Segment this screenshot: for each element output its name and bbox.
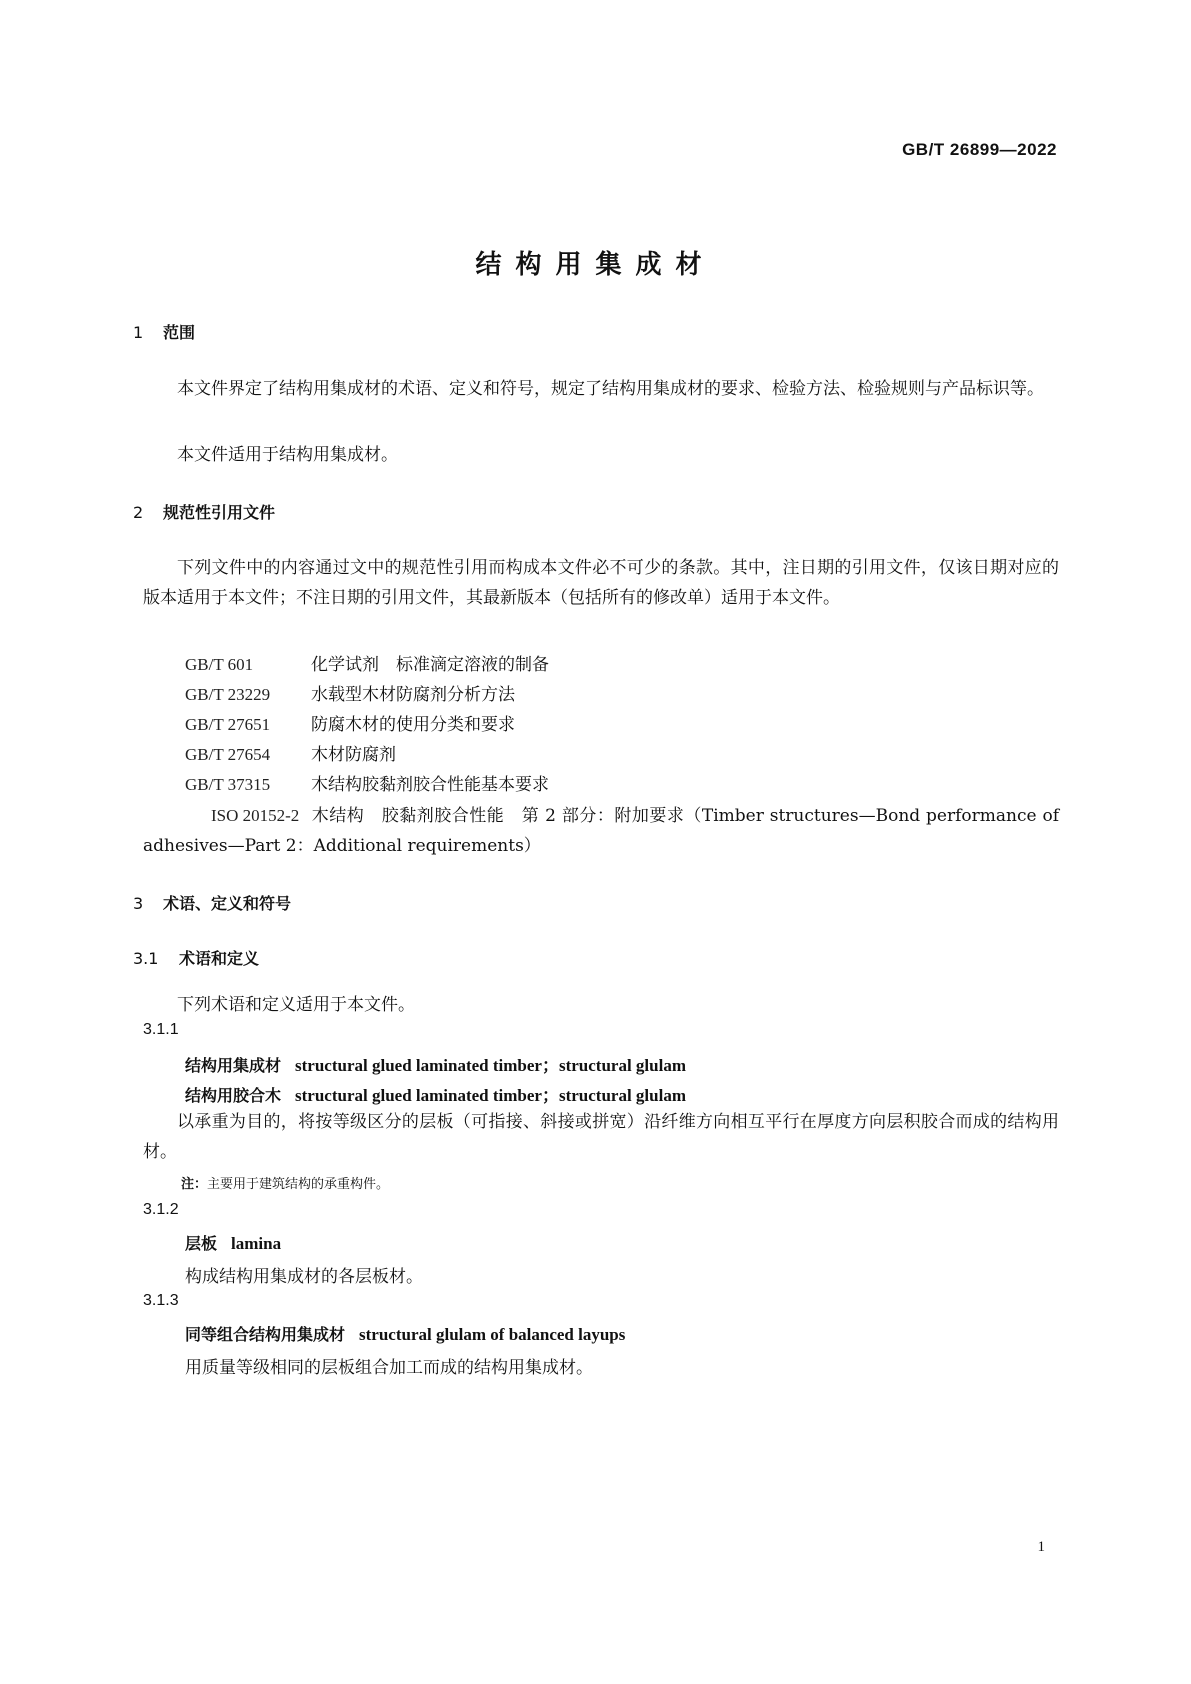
subsection-3-1-intro: 下列术语和定义适用于本文件。 [177, 995, 415, 1015]
reference-title: 木结构 胶黏剂胶合性能 第 2 部分：附加要求（Timber structures—Bond performance of adhesives—Part 2：Additional requirements） [143, 806, 1059, 856]
note-text: 主要用于建筑结构的承重构件。 [207, 1177, 390, 1192]
term-en: structural glued laminated timber；structural glulam [295, 1056, 686, 1075]
term-zh: 结构用胶合木 [185, 1086, 282, 1105]
term-number: 3.1.3 [143, 1292, 179, 1309]
document-title: 结构用集成材 [475, 250, 716, 280]
section-1-paragraph-1: 本文件界定了结构用集成材的术语、定义和符号，规定了结构用集成材的要求、检验方法、检验规则与产品标识等。 [177, 379, 1044, 399]
term-en: lamina [231, 1234, 282, 1253]
subsection-3-1-heading [133, 946, 259, 969]
term-name-line [185, 1051, 686, 1076]
reference-title: 化学试剂 标准滴定溶液的制备 [311, 655, 549, 675]
term-zh: 层板 [185, 1234, 218, 1253]
reference-code: ISO 20152-2 [211, 806, 300, 825]
reference-code: GB/T 37315 [185, 775, 271, 794]
section-number: 2 [133, 503, 144, 522]
reference-title: 防腐木材的使用分类和要求 [311, 715, 515, 735]
term-note [181, 1173, 389, 1192]
section-1-paragraph-2: 本文件适用于结构用集成材。 [177, 445, 398, 465]
reference-title: 木材防腐剂 [311, 745, 396, 765]
section-number: 1 [133, 323, 144, 342]
reference-code: GB/T 27654 [185, 745, 271, 764]
reference-row [185, 650, 549, 675]
reference-row [185, 680, 515, 705]
section-2-heading [133, 500, 275, 523]
term-number: 3.1.1 [143, 1021, 179, 1038]
term-name-line [185, 1081, 686, 1106]
subsection-number: 3.1 [133, 949, 159, 968]
term-en: structural glued laminated timber；structural glulam [295, 1086, 686, 1105]
note-label: 注： [181, 1177, 208, 1192]
subsection-title: 术语和定义 [179, 949, 260, 968]
section-2-intro: 下列文件中的内容通过文中的规范性引用而构成本文件必不可少的条款。其中，注日期的引用文件，仅该日期对应的版本适用于本文件；不注日期的引用文件，其最新版本（包括所有的修改单）适用于本文件。 [143, 558, 1059, 608]
term-name-line [185, 1322, 625, 1345]
reference-code: GB/T 23229 [185, 685, 271, 704]
term-definition: 用质量等级相同的层板组合加工而成的结构用集成材。 [185, 1358, 593, 1378]
reference-code: GB/T 601 [185, 655, 254, 674]
term-definition: 以承重为目的，将按等级区分的层板（可指接、斜接或拼宽）沿纤维方向相互平行在厚度方向层积胶合而成的结构用材。 [143, 1112, 1059, 1162]
section-1-heading [133, 320, 195, 343]
section-3-heading [133, 891, 291, 914]
page-number: 1 [1037, 1539, 1045, 1555]
standard-number: GB/T 26899—2022 [902, 140, 1057, 159]
reference-code: GB/T 27651 [185, 715, 271, 734]
term-name-line [185, 1231, 281, 1254]
term-zh: 同等组合结构用集成材 [185, 1325, 346, 1344]
iso-reference [143, 801, 1059, 861]
section-number: 3 [133, 894, 144, 913]
reference-title: 水载型木材防腐剂分析方法 [311, 685, 515, 705]
section-title: 规范性引用文件 [163, 503, 276, 522]
term-zh: 结构用集成材 [185, 1056, 282, 1075]
section-title: 范围 [163, 323, 196, 342]
term-number: 3.1.2 [143, 1201, 179, 1218]
section-title: 术语、定义和符号 [163, 894, 292, 913]
reference-row [185, 710, 515, 735]
term-en: structural glulam of balanced layups [359, 1325, 626, 1344]
term-definition: 构成结构用集成材的各层板材。 [185, 1267, 423, 1287]
reference-title: 木结构胶黏剂胶合性能基本要求 [311, 775, 549, 795]
reference-row [185, 770, 549, 795]
reference-row [185, 740, 396, 765]
